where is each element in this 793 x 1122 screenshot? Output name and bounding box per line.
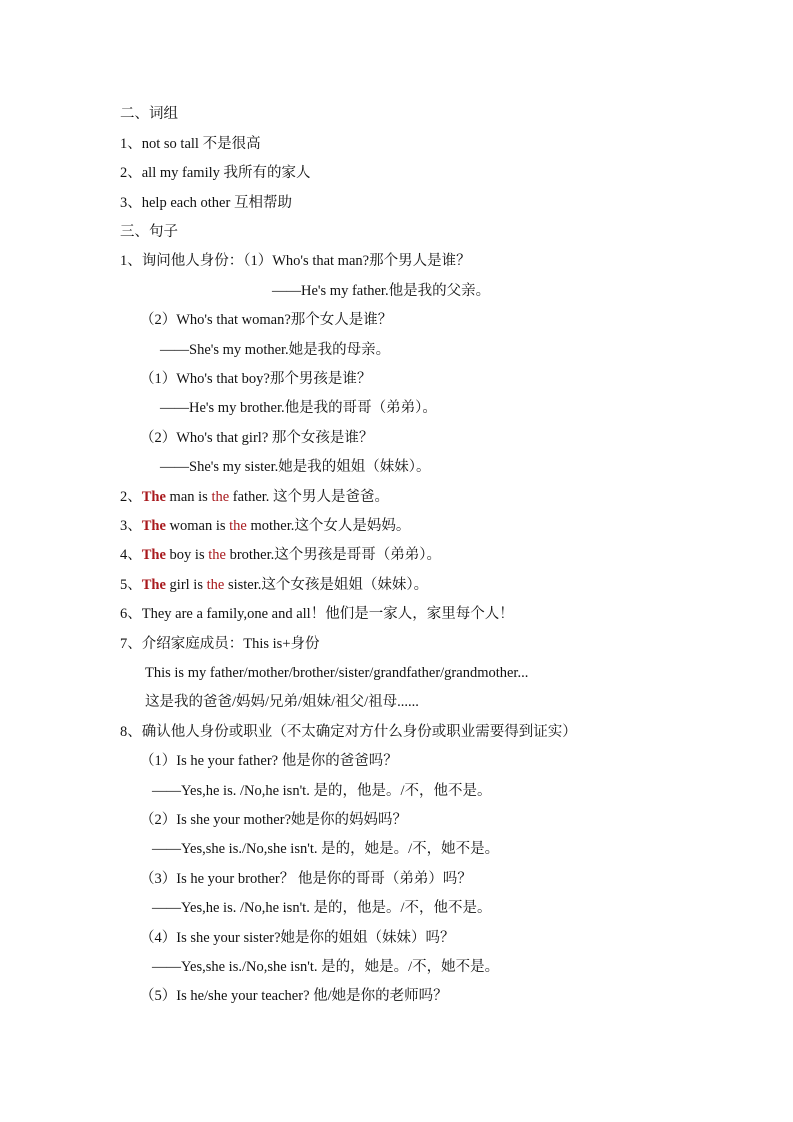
- sentence-7-english: This is my father/mother/brother/sister/grandfather/grandmother...: [145, 665, 529, 681]
- highlight-the: the: [211, 489, 230, 505]
- item-number: 2、: [120, 489, 142, 505]
- item-number: 3、: [120, 518, 142, 534]
- question-line: （5）Is he/she your teacher? 他/她是你的老师吗？: [140, 988, 448, 1004]
- highlight-the: The: [141, 489, 166, 505]
- answer-line: ——She's my sister.她是我的姐姐（妹妹）。: [160, 459, 431, 475]
- question-line: （1）Who's that boy?那个男孩是谁？: [140, 371, 372, 387]
- answer-line: ——Yes,he is. /No,he isn't. 是的，他是。/不，他不是。: [152, 783, 492, 799]
- question-line: （1）Is he your father? 他是你的爸爸吗？: [140, 753, 398, 769]
- sentence-7-chinese: 这是我的爸爸/妈妈/兄弟/姐妹/祖父/祖母......: [145, 694, 419, 710]
- the-sentence: [120, 545, 441, 565]
- answer-line: ——Yes,he is. /No,he isn't. 是的，他是。/不，他不是。: [152, 900, 492, 916]
- text: girl is: [165, 577, 207, 593]
- sentences-heading: 三、句子: [120, 224, 178, 240]
- question-line: （3）Is he your brother？ 他是你的哥哥（弟弟）吗？: [140, 871, 472, 887]
- the-sentence: [120, 516, 410, 536]
- text: mother.这个女人是妈妈。: [246, 518, 411, 534]
- highlight-the: the: [206, 577, 225, 593]
- text: brother.这个男孩是哥哥（弟弟）。: [225, 547, 442, 563]
- highlight-the: the: [229, 518, 247, 534]
- highlight-the: the: [208, 547, 226, 563]
- text: man is: [165, 489, 212, 505]
- item-number: 5、: [120, 577, 142, 593]
- answer-line: ——Yes,she is./No,she isn't. 是的，她是。/不，她不是。: [152, 841, 500, 857]
- highlight-the: The: [141, 547, 166, 563]
- highlight-the: The: [141, 518, 166, 534]
- phrase-item: 2、all my family 我所有的家人: [120, 165, 311, 181]
- text: father. 这个男人是爸爸。: [229, 489, 390, 505]
- text: boy is: [165, 547, 209, 563]
- answer-line: ——He's my brother.他是我的哥哥（弟弟）。: [160, 400, 437, 416]
- answer-line: ——She's my mother.她是我的母亲。: [160, 342, 391, 358]
- question-line: （2）Is she your mother?她是你的妈妈吗？: [140, 812, 408, 828]
- the-sentence: [120, 575, 428, 595]
- phrase-item: 3、help each other 互相帮助: [120, 195, 292, 211]
- question-line: （4）Is she your sister?她是你的姐姐（妹妹）吗？: [140, 930, 455, 946]
- sentence-7-intro: 7、介绍家庭成员：This is+身份: [120, 636, 320, 652]
- the-sentence: [120, 487, 389, 507]
- text: woman is: [165, 518, 230, 534]
- sentence-1-intro: 1、询问他人身份：（1）Who's that man?那个男人是谁？: [120, 253, 471, 269]
- item-number: 4、: [120, 547, 142, 563]
- question-line: （2）Who's that girl? 那个女孩是谁？: [140, 430, 374, 446]
- text: sister.这个女孩是姐姐（妹妹）。: [224, 577, 429, 593]
- highlight-the: The: [141, 577, 166, 593]
- phrases-heading: 二、词组: [120, 106, 178, 122]
- answer-line: ——He's my father.他是我的父亲。: [272, 283, 491, 299]
- sentence-6: 6、They are a family,one and all！他们是一家人，家里每个人！: [120, 606, 514, 622]
- sentence-8-intro: 8、确认他人身份或职业（不太确定对方什么身份或职业需要得到证实）: [120, 724, 577, 740]
- question-line: （2）Who's that woman?那个女人是谁？: [140, 312, 393, 328]
- phrase-item: 1、not so tall 不是很高: [120, 136, 261, 152]
- answer-line: ——Yes,she is./No,she isn't. 是的，她是。/不，她不是。: [152, 959, 500, 975]
